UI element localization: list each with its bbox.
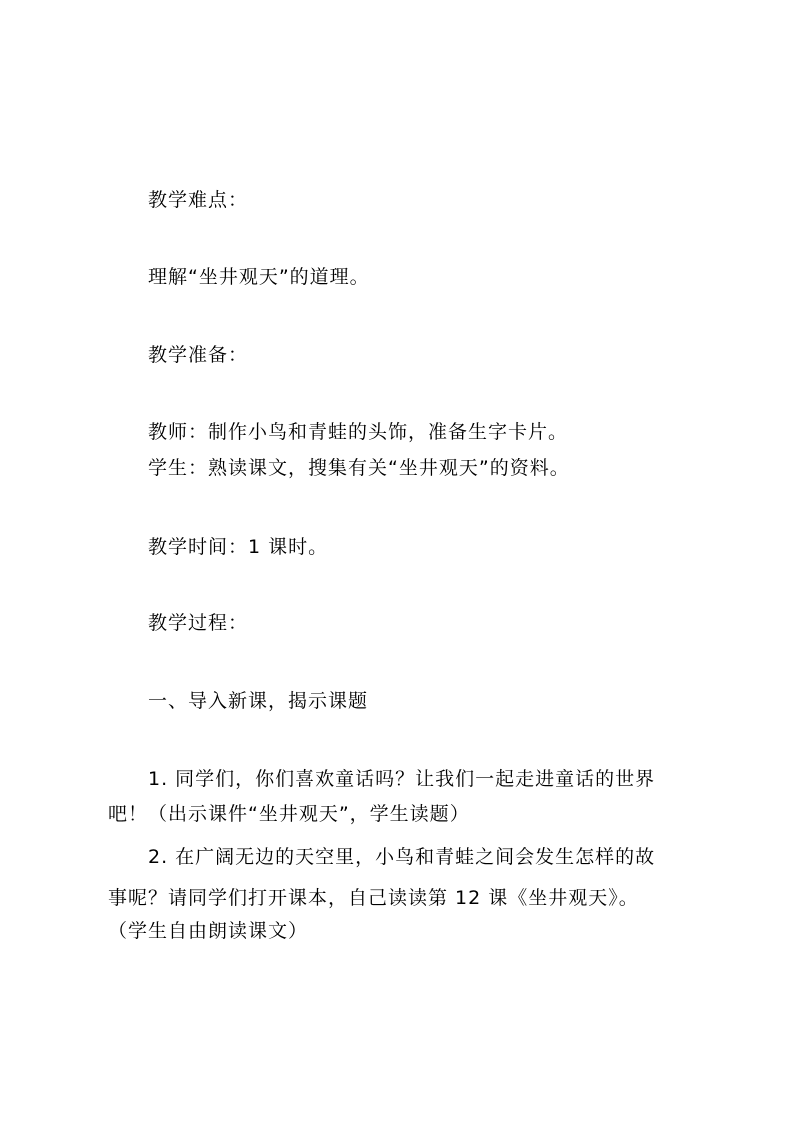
paragraph-1-line-1: 1. 同学们，你们喜欢童话吗？让我们一起走进童话的世界 [148,768,656,790]
prep-teacher: 教师：制作小鸟和青蛙的头饰，准备生字卡片。 [148,421,569,443]
paragraph-2-line-3: （学生自由朗读课文） [108,920,309,942]
paragraph-2-line-2: 事呢？请同学们打开课本，自己读读第 12 课《坐井观天》。 [108,887,639,909]
paragraph-2-line-1: 2. 在广阔无边的天空里，小鸟和青蛙之间会发生怎样的故 [148,846,656,868]
paragraph-1-line-2: 吧！（出示课件“坐井观天”，学生读题） [108,803,470,825]
time-text: 教学时间：1 课时。 [148,536,329,558]
prep-heading: 教学准备： [148,344,249,366]
prep-student: 学生：熟读课文，搜集有关“坐井观天”的资料。 [148,457,570,479]
process-heading: 教学过程： [148,612,249,634]
difficulty-text: 理解“坐井观天”的道理。 [148,266,370,288]
difficulty-heading: 教学难点： [148,189,249,211]
step-one-heading: 一、导入新课，揭示课题 [148,690,369,712]
